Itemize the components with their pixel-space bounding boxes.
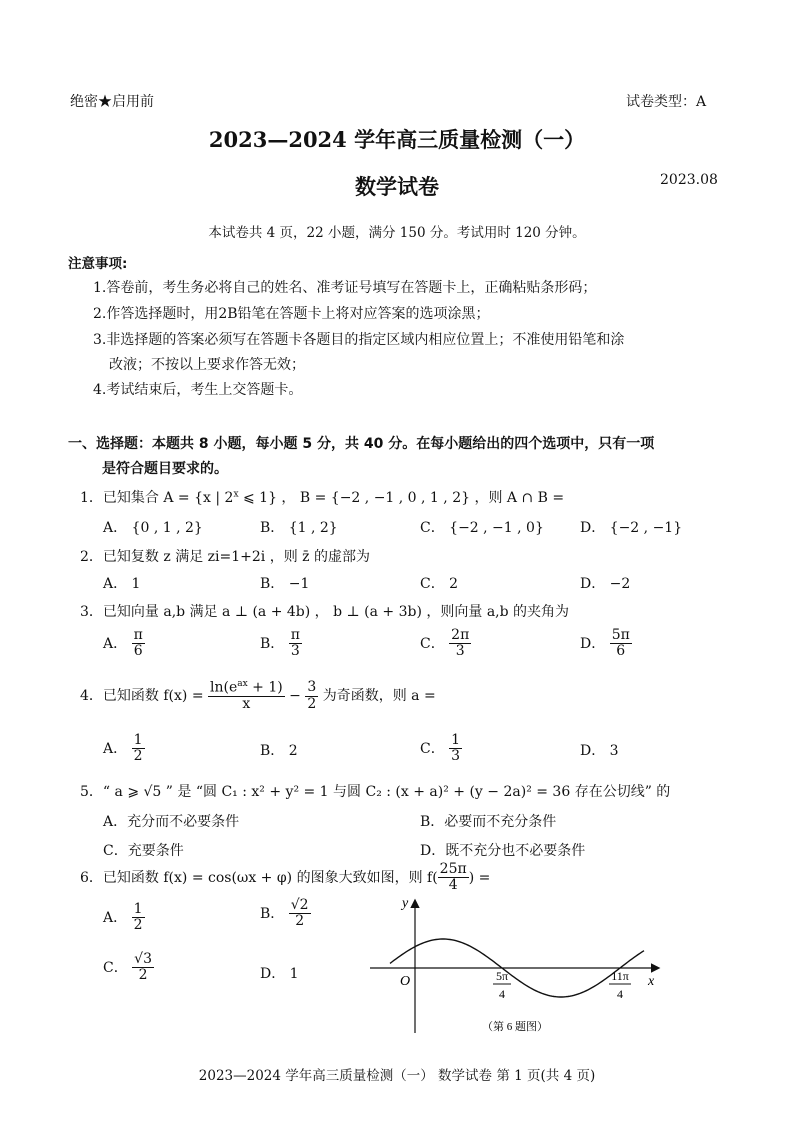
question-6: 6．已知函数 f(x) = cos(ωx + φ) 的图象大致如图，则 f( $\frac{25\pi}{4}$ ) =: [80, 861, 491, 894]
confidential-mark: 绝密★启用前: [70, 94, 154, 110]
q5-option-d: D．既不充分也不必要条件: [420, 843, 586, 859]
q6-option-b: B． $\frac{√2}{2}$: [260, 897, 309, 930]
q4-option-b: B． 2: [260, 743, 298, 759]
figure-caption: （第 6 题图）: [482, 1021, 548, 1033]
q4-option-c: C． $\frac{1}{3}$: [420, 732, 461, 765]
section-heading-cont: 是符合题目要求的。: [102, 461, 228, 477]
question-2: 2．已知复数 z 满足 zi=1+2i ，则 z̄ 的虚部为: [80, 549, 370, 565]
q6-option-d: D． 1: [260, 966, 299, 982]
q6-option-c: C． $\frac{√3}{2}$: [103, 951, 152, 984]
question-4: 4．已知函数 f(x) = $\frac{\ln(e^{ax} + 1)}{x}$ − $\frac{3}{2}$ 为奇函数，则 a =: [80, 679, 436, 713]
tick-label-11pi4-den: 4: [617, 987, 623, 1001]
q5-option-c: C．充要条件: [103, 843, 184, 859]
q1-option-d: D． {−2 , −1}: [580, 520, 683, 536]
note-item: 4.考试结束后，考生上交答题卡。: [93, 382, 303, 398]
q3-option-c: C． $\frac{2\pi}{3}$: [420, 627, 470, 660]
tick-label-11pi4-num: 11π: [611, 969, 629, 983]
q2-option-d: D． −2: [580, 576, 631, 592]
exam-date: 2023.08: [660, 172, 718, 188]
q4-option-a: A． $\frac{1}{2}$: [103, 732, 143, 765]
question-1: 1．已知集合 A = {x | 2$^x$ ⩽ 1} ， B = {−2 , −1 , 0 , 1 , 2} ，则 A ∩ B =: [80, 489, 565, 506]
origin-label: O: [400, 974, 411, 989]
note-item: 1.答卷前，考生务必将自己的姓名、准考证号填写在答题卡上，正确粘贴条形码；: [93, 280, 597, 296]
q1-option-b: B． {1 , 2}: [260, 520, 338, 536]
q6-graph-figure: [360, 893, 670, 1043]
q3-option-b: B． $\frac{\pi}{3}$: [260, 627, 300, 660]
q2-option-c: C． 2: [420, 576, 459, 592]
q4-option-d: D． 3: [580, 743, 619, 759]
page-footer: 2023—2024 学年高三质量检测（一） 数学试卷 第 1 页(共 4 页): [198, 1068, 596, 1084]
y-axis-label: y: [402, 896, 409, 911]
q2-option-a: A． 1: [103, 576, 141, 592]
q3-option-a: A． $\frac{\pi}{6}$: [103, 627, 143, 660]
note-item: 2.作答选择题时，用2B铅笔在答题卡上将对应答案的选项涂黑；: [93, 306, 490, 322]
tick-label-5pi4-den: 4: [499, 987, 505, 1001]
note-item: 3.非选择题的答案必须写在答题卡各题目的指定区域内相应位置上；不准使用铅笔和涂: [93, 332, 625, 348]
paper-type: 试卷类型：A: [626, 94, 707, 110]
question-3: 3．已知向量 a,b 满足 a ⊥ (a + 4b) ， b ⊥ (a + 3b) ，则向量 a,b 的夹角为: [80, 604, 570, 620]
q1-option-c: C． {−2 , −1 , 0}: [420, 520, 544, 536]
q6-option-a: A． $\frac{1}{2}$: [103, 901, 143, 934]
section-heading: 一、选择题：本题共 8 小题，每小题 5 分，共 40 分。在每小题给出的四个选项中，只有一项: [68, 436, 655, 452]
subject-title: 数学试卷: [355, 174, 439, 199]
tick-label-5pi4-num: 5π: [495, 969, 509, 983]
q3-option-d: D． $\frac{5\pi}{6}$: [580, 627, 630, 660]
exam-info: 本试卷共 4 页，22 小题，满分 150 分。考试用时 120 分钟。: [208, 225, 586, 241]
notes-heading: 注意事项:: [68, 256, 128, 272]
q1-option-a: A． {0 , 1 , 2}: [103, 520, 203, 536]
note-item: 改液；不按以上要求作答无效；: [109, 357, 305, 373]
q5-option-b: B．必要而不充分条件: [420, 814, 557, 830]
question-5: 5．“ a ⩾ √5 ” 是 “圆 C₁ : x² + y² = 1 与圆 C₂ : (x + a)² + (y − 2a)² = 36 存在公切线” 的: [80, 784, 671, 800]
q2-option-b: B． −1: [260, 576, 310, 592]
x-axis-label: x: [648, 974, 655, 989]
exam-title: 2023—2024 学年高三质量检测（一）: [208, 127, 586, 152]
q5-option-a: A．充分而不必要条件: [103, 814, 240, 830]
